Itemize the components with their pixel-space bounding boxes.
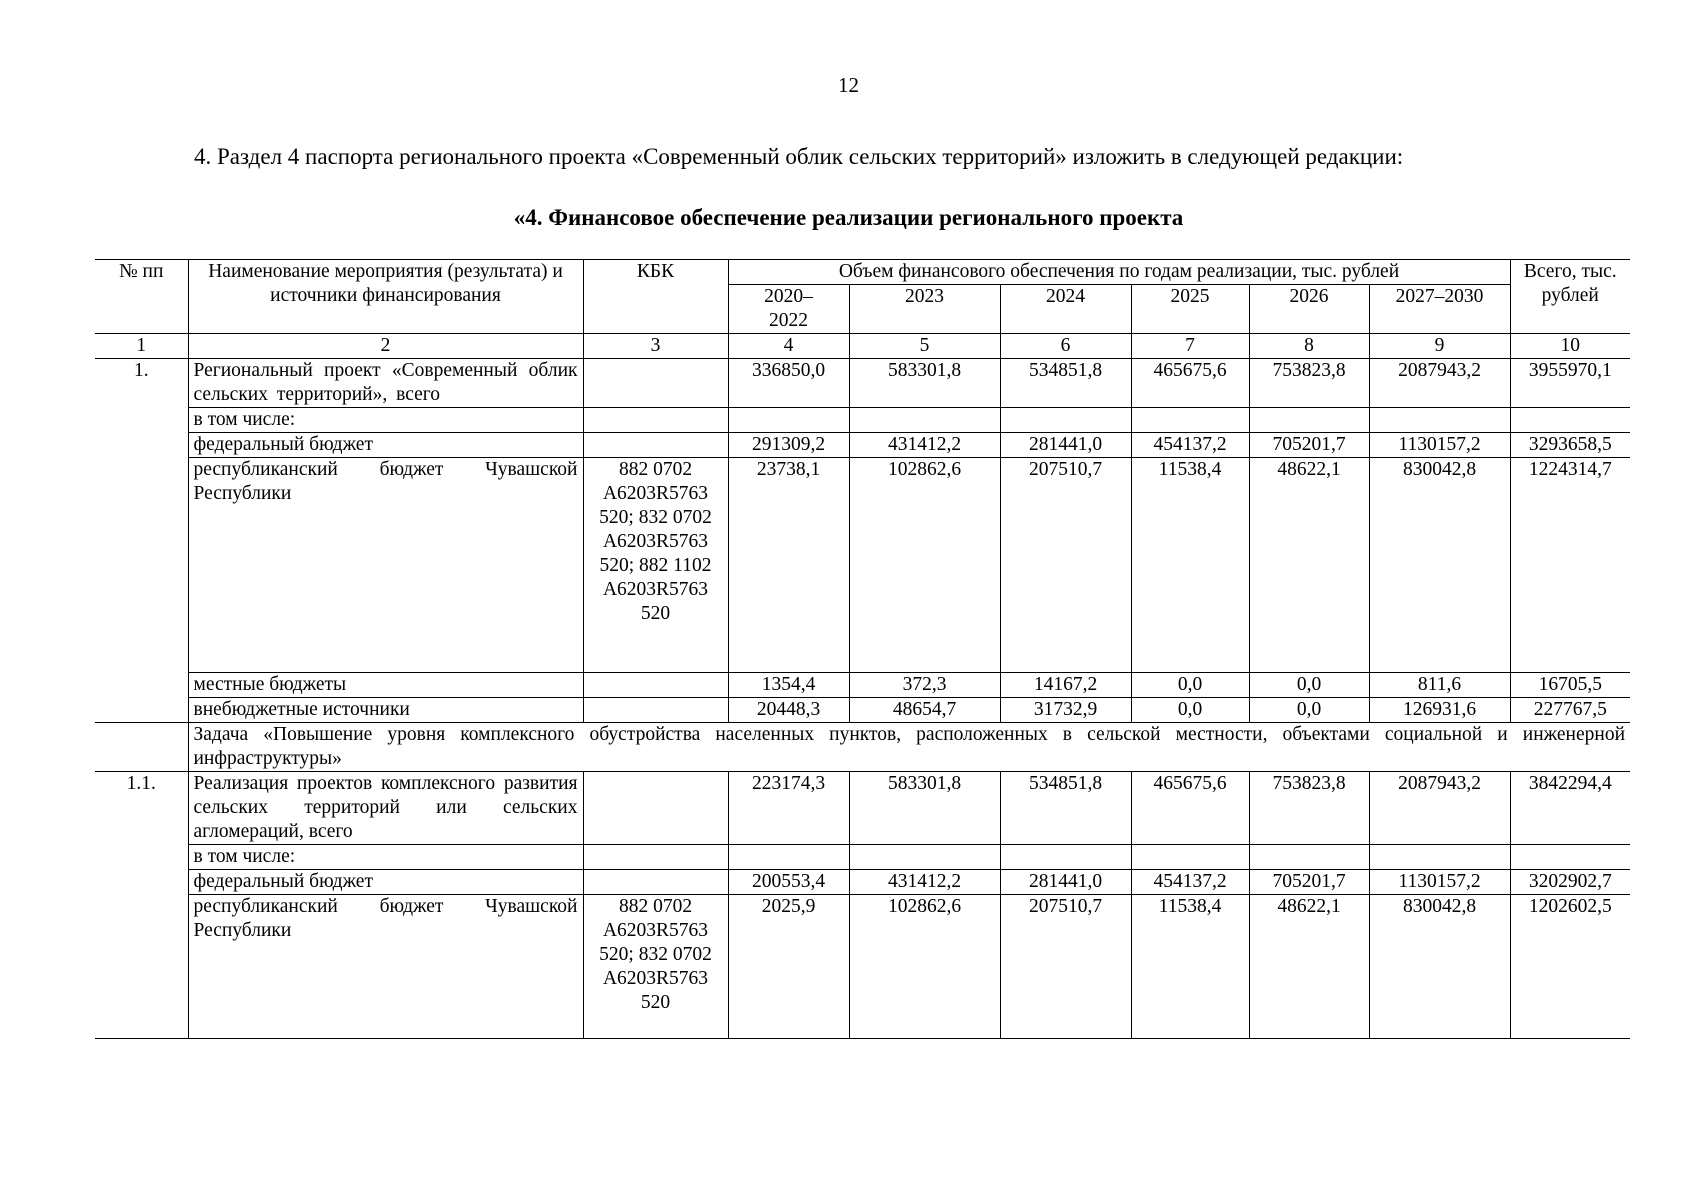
column-number: 3 <box>583 334 728 359</box>
row-kbk: 882 0702 А6203R5763 520; 832 0702 А6203R5763 520 <box>583 895 728 1039</box>
row-value: 753823,8 <box>1249 359 1369 408</box>
column-number: 10 <box>1510 334 1630 359</box>
row-value: 534851,8 <box>1000 772 1131 845</box>
header-no: № пп <box>95 260 188 334</box>
row-name: в том числе: <box>188 408 583 433</box>
column-number: 7 <box>1131 334 1249 359</box>
row-value: 223174,3 <box>728 772 849 845</box>
row-name: федеральный бюджет <box>188 433 583 458</box>
column-numbers-row <box>95 334 1630 359</box>
row-value: 20448,3 <box>728 698 849 723</box>
row-name: местные бюджеты <box>188 673 583 698</box>
row-value: 11538,4 <box>1131 895 1249 1039</box>
header-year: 2020–2022 <box>728 285 849 334</box>
header-name: Наименование мероприятия (результата) и источники финансирования <box>188 260 583 334</box>
row-value: 465675,6 <box>1131 359 1249 408</box>
row-value: 1130157,2 <box>1369 433 1510 458</box>
column-number: 6 <box>1000 334 1131 359</box>
column-number: 9 <box>1369 334 1510 359</box>
section-title: «4. Финансовое обеспечение реализации регионального проекта <box>513 205 1184 230</box>
row-value: 48622,1 <box>1249 895 1369 1039</box>
table-row <box>95 698 1630 723</box>
row-value: 705201,7 <box>1249 433 1369 458</box>
row-value: 336850,0 <box>728 359 849 408</box>
row-value: 227767,5 <box>1510 698 1630 723</box>
row-value: 207510,7 <box>1000 458 1131 673</box>
row-value: 3293658,5 <box>1510 433 1630 458</box>
column-number: 8 <box>1249 334 1369 359</box>
row-name: Региональный проект «Современный облик сельских территорий», всего <box>188 359 583 408</box>
header-volume: Объем финансового обеспечения по годам реализации, тыс. рублей <box>728 260 1510 285</box>
row-value: 16705,5 <box>1510 673 1630 698</box>
row-kbk <box>583 870 728 895</box>
row-value: 583301,8 <box>849 772 1000 845</box>
row-value: 753823,8 <box>1249 772 1369 845</box>
row-value: 2087943,2 <box>1369 359 1510 408</box>
table-row <box>95 895 1630 1039</box>
page-number: 12 <box>838 73 859 97</box>
row-value: 1354,4 <box>728 673 849 698</box>
row-number: 1.1. <box>95 772 188 1039</box>
row-value: 23738,1 <box>728 458 849 673</box>
row-value: 1130157,2 <box>1369 870 1510 895</box>
column-number: 1 <box>95 334 188 359</box>
row-value: 0,0 <box>1131 673 1249 698</box>
row-value: 0,0 <box>1249 698 1369 723</box>
row-kbk <box>583 673 728 698</box>
table-row-subproject-total <box>95 772 1630 845</box>
row-name: республиканский бюджет Чувашской Республики <box>188 895 583 1039</box>
row-name: Реализация проектов комплексного развития сельских территорий или сельских агломераций, всего <box>188 772 583 845</box>
header-year: 2025 <box>1131 285 1249 334</box>
column-number: 4 <box>728 334 849 359</box>
row-value: 48622,1 <box>1249 458 1369 673</box>
row-value: 200553,4 <box>728 870 849 895</box>
header-kbk: КБК <box>583 260 728 334</box>
row-value: 465675,6 <box>1131 772 1249 845</box>
table-row <box>95 673 1630 698</box>
row-value: 705201,7 <box>1249 870 1369 895</box>
header-year: 2024 <box>1000 285 1131 334</box>
row-name: внебюджетные источники <box>188 698 583 723</box>
row-value: 3955970,1 <box>1510 359 1630 408</box>
row-value: 31732,9 <box>1000 698 1131 723</box>
header-total: Всего, тыс. рублей <box>1510 260 1630 334</box>
row-value: 3842294,4 <box>1510 772 1630 845</box>
row-value: 11538,4 <box>1131 458 1249 673</box>
row-name: республиканский бюджет Чувашской Республики <box>188 458 583 673</box>
column-number: 2 <box>188 334 583 359</box>
row-kbk <box>583 772 728 845</box>
header-year: 2026 <box>1249 285 1369 334</box>
row-value: 281441,0 <box>1000 433 1131 458</box>
row-value: 126931,6 <box>1369 698 1510 723</box>
row-value: 291309,2 <box>728 433 849 458</box>
table-row <box>95 433 1630 458</box>
row-kbk <box>583 433 728 458</box>
row-value: 14167,2 <box>1000 673 1131 698</box>
row-value: 811,6 <box>1369 673 1510 698</box>
row-value: 431412,2 <box>849 870 1000 895</box>
row-value: 2087943,2 <box>1369 772 1510 845</box>
row-name: в том числе: <box>188 845 583 870</box>
row-kbk <box>583 698 728 723</box>
row-value: 207510,7 <box>1000 895 1131 1039</box>
table-row <box>95 870 1630 895</box>
row-value: 1202602,5 <box>1510 895 1630 1039</box>
row-value: 2025,9 <box>728 895 849 1039</box>
row-value: 830042,8 <box>1369 895 1510 1039</box>
column-number: 5 <box>849 334 1000 359</box>
table-row <box>95 458 1630 673</box>
intro-paragraph: 4. Раздел 4 паспорта регионального проекта «Современный облик сельских территорий» изложить в следующей редакции: <box>194 144 1404 169</box>
table-row-including <box>95 408 1630 433</box>
row-value: 830042,8 <box>1369 458 1510 673</box>
row-value: 454137,2 <box>1131 433 1249 458</box>
row-value: 281441,0 <box>1000 870 1131 895</box>
table-row-including <box>95 845 1630 870</box>
row-number: 1. <box>95 359 188 723</box>
table-row-project-total <box>95 359 1630 408</box>
row-kbk: 882 0702 А6203R5763 520; 832 0702 А6203R5763 520; 882 1102 А6203R5763 520 <box>583 458 728 673</box>
header-row-1 <box>95 260 1630 285</box>
row-value: 431412,2 <box>849 433 1000 458</box>
row-value: 102862,6 <box>849 458 1000 673</box>
task-text: Задача «Повышение уровня комплексного обустройства населенных пунктов, расположенных в сельской местности, объектами социальной и инженерной инфраструктуры» <box>188 723 1630 772</box>
row-value: 534851,8 <box>1000 359 1131 408</box>
task-row <box>95 723 1630 772</box>
row-value: 3202902,7 <box>1510 870 1630 895</box>
row-value: 583301,8 <box>849 359 1000 408</box>
header-year: 2027–2030 <box>1369 285 1510 334</box>
row-name: федеральный бюджет <box>188 870 583 895</box>
row-value: 0,0 <box>1249 673 1369 698</box>
row-value: 48654,7 <box>849 698 1000 723</box>
row-value: 372,3 <box>849 673 1000 698</box>
row-kbk <box>583 359 728 408</box>
header-year: 2023 <box>849 285 1000 334</box>
row-value: 0,0 <box>1131 698 1249 723</box>
row-value: 454137,2 <box>1131 870 1249 895</box>
row-value: 1224314,7 <box>1510 458 1630 673</box>
financing-table <box>95 259 1630 1039</box>
row-value: 102862,6 <box>849 895 1000 1039</box>
